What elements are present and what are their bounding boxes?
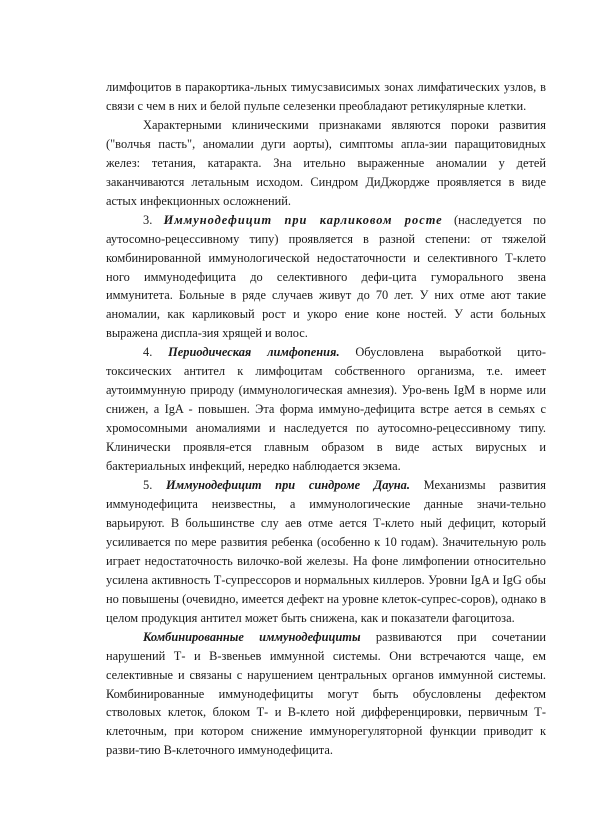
paragraph-text: лимфоцитов в паракортика-льных тимусзависимых зонах лимфатических узлов, в связи с чем в них и белой пульпе селезенки преобладают ретикулярные клетки. <box>106 80 546 113</box>
paragraph-combined-immunodeficiencies <box>106 628 546 761</box>
section-heading: Периодическая лимфопения. <box>168 345 340 360</box>
paragraph-periodic-lymphopenia <box>106 343 546 476</box>
paragraph-clinical-signs <box>106 116 546 211</box>
paragraph-text: Механизмы развития иммунодефицита неизвестны, а иммунологические данные значи-тельно варьируют. В большинстве слу аев отме ается Т-клето ный дефицит, который усиливается по мере развития ребенка (особенно к 10 годам). Значительную роль играет недостаточность вилочко-вой железы. На фоне лимфопении относительно усилена активность Т-супрессоров и нормальных киллеров. Уровни IgA и IgG обы но повышены (очевидно, имеется дефект на уровне клеток-супрес-соров), однако в целом продукция антител может быть снижена, как и показатели фагоцитоза. <box>106 478 546 625</box>
document-page <box>106 78 546 760</box>
paragraph-text: (наследуется по аутосомно-рецессивному типу) проявляется в разной степени: от тяжелой комбинированной иммунологической недостаточности и селективного Т-клето ного иммунодефицита до селективного дефи-цита гуморального звена иммунитета. Больные в ряде случаев живут до 70 лет. У них отме ают такие аномалии, как карликовый рост и укоро ение коне ностей. У асти больных выражена диспла-зия хрящей и волос. <box>106 212 547 341</box>
section-heading: Иммунодефицит при синдроме Дауна. <box>165 478 410 493</box>
item-number: 5. <box>143 478 166 493</box>
paragraph-down-syndrome <box>106 476 546 628</box>
item-number: 4. <box>143 345 169 360</box>
paragraph-intro-continuation <box>106 78 546 116</box>
section-heading: Комбинированные иммунодефициты <box>143 629 361 644</box>
paragraph-text: развиваются при сочетании нарушений Т- и В-звеньев иммунной системы. Они встречаются чаще, ем селективные и связаны с нарушением центральных органов иммунной системы. Комбинированные иммунодефициты могут быть обусловлены дефектом стволовых клеток, блоком Т- и В-клето ной дифференцировки, первичным Т-клеточным, при котором снижение иммунорегуляторной функции приводит к разви-тию В-клеточного иммунодефицита. <box>106 629 546 758</box>
paragraph-dwarfism-immunodeficiency <box>106 211 546 344</box>
section-heading: Иммунодефицит при карликовом росте <box>163 212 443 227</box>
item-number: 3. <box>143 212 164 227</box>
paragraph-text: Характерными клиническими признаками являются пороки развития ("волчья пасть", аномалии дуги аорты), симптомы апла-зии паращитовидных желез: тетания, катаракта. Зна ительно выраженные аномалии у детей заканчиваются летальным исходом. Синдром ДиДжордже проявляется в виде астых инфекционных осложнений. <box>106 117 546 208</box>
paragraph-text: Обусловлена выработкой цито-токсических антител к лимфоцитам собственного организма, т.е. имеет аутоиммунную природу (иммунологическая амнезия). Уро-вень IgM в норме или снижен, а IgA - повышен. Эта форма иммуно-дефицита встре ается в семьях с хромосомными аномалиями и наследуется по аутосомно-рецессивному типу. Клинически проявля-ется главным образом в виде астых вирусных и бактериальных инфекций, нередко наблюдается экзема. <box>106 345 546 474</box>
